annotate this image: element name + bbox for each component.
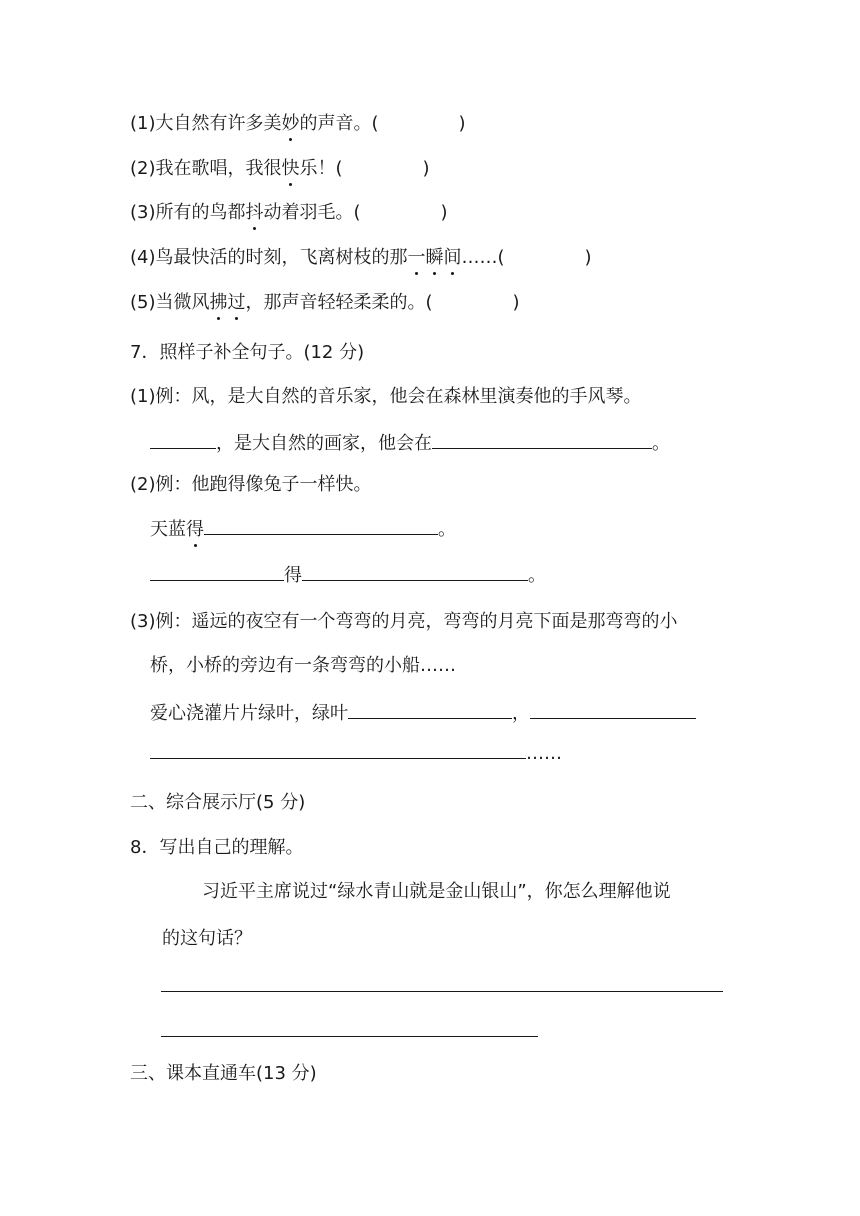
dotted-char: 拂: [209, 292, 228, 313]
answer-blank[interactable]: [530, 702, 696, 719]
item-text: (5)当微风: [130, 292, 210, 313]
answer-blank[interactable]: [348, 702, 512, 719]
q6-item-5: [130, 291, 520, 315]
item-text: (2)我在歌唱，我很: [130, 158, 282, 179]
q8-answer-line-2[interactable]: [161, 1036, 538, 1037]
close-paren: ): [512, 292, 520, 313]
item-text: ……(: [461, 247, 505, 268]
item-text: 的声音。(: [299, 113, 379, 134]
close-paren: ): [584, 247, 592, 268]
dotted-char: 得: [186, 519, 204, 540]
dotted-char: 瞬: [425, 247, 444, 268]
q7-p2-answer-b: [150, 564, 546, 588]
dotted-char: 过: [227, 292, 246, 313]
close-paren: ): [458, 113, 466, 134]
q8-title: 8．写出自己的理解。: [130, 837, 304, 858]
item-text: 乐！(: [299, 158, 343, 179]
q8-prompt-line-1: 习近平主席说过“绿水青山就是金山银山”，你怎么理解他说: [202, 881, 671, 902]
answer-blank[interactable]: [432, 432, 652, 449]
q6-item-3: [130, 201, 448, 225]
q6-item-2: [130, 157, 430, 181]
q8-prompt-line-2: 的这句话？: [162, 928, 252, 949]
dotted-char: 间: [443, 247, 462, 268]
item-text: (3)所有的鸟都: [130, 202, 246, 223]
section-3-title: 三、课本直通车(13 分): [130, 1063, 317, 1084]
q7-p3-example-1: (3)例：遥远的夜空有一个弯弯的月亮，弯弯的月亮下面是那弯弯的小: [130, 611, 678, 632]
q6-item-1: [130, 112, 466, 136]
period: 。: [528, 565, 546, 586]
dotted-char: 一: [407, 247, 426, 268]
answer-blank[interactable]: [302, 564, 528, 581]
answer-blank[interactable]: [150, 742, 526, 759]
period: 。: [652, 433, 670, 454]
q7-title: 7．照样子补全句子。(12 分): [130, 342, 365, 363]
prompt-text: 得: [284, 565, 302, 586]
close-paren: ): [440, 202, 448, 223]
close-paren: ): [422, 158, 430, 179]
answer-blank[interactable]: [150, 432, 216, 449]
dotted-char: 抖: [245, 202, 264, 223]
dotted-char: 妙: [281, 113, 300, 134]
answer-blank[interactable]: [150, 564, 284, 581]
q8-answer-line-1[interactable]: [161, 991, 723, 992]
item-text: (4)鸟最快活的时刻，飞离树枝的那: [130, 247, 408, 268]
period: 。: [438, 519, 456, 540]
prompt-text: 天蓝: [150, 519, 186, 540]
q6-item-4: [130, 246, 592, 270]
q7-p1-example: (1)例：风，是大自然的音乐家，他会在森林里演奏他的手风琴。: [130, 386, 642, 407]
dotted-char: 快: [281, 158, 300, 179]
prompt-text: ，是大自然的画家，他会在: [216, 433, 432, 454]
comma: ，: [512, 703, 530, 724]
q7-p2-answer-a: [150, 518, 456, 542]
prompt-text: 爱心浇灌片片绿叶，绿叶: [150, 703, 348, 724]
answer-blank[interactable]: [204, 518, 438, 535]
item-text: (1)大自然有许多美: [130, 113, 282, 134]
q7-p2-example: (2)例：他跑得像兔子一样快。: [130, 474, 372, 495]
item-text: ，那声音轻轻柔柔的。(: [245, 292, 433, 313]
q7-p3-answer-line: [150, 702, 696, 726]
ellipsis: ……: [526, 743, 562, 764]
item-text: 动着羽毛。(: [263, 202, 361, 223]
q7-p3-example-2: 桥，小桥的旁边有一条弯弯的小船……: [150, 655, 456, 676]
q7-p3-answer-line-2: [150, 742, 562, 766]
section-2-title: 二、综合展示厅(5 分): [130, 792, 306, 813]
q7-p1-answer-line: [150, 432, 670, 456]
